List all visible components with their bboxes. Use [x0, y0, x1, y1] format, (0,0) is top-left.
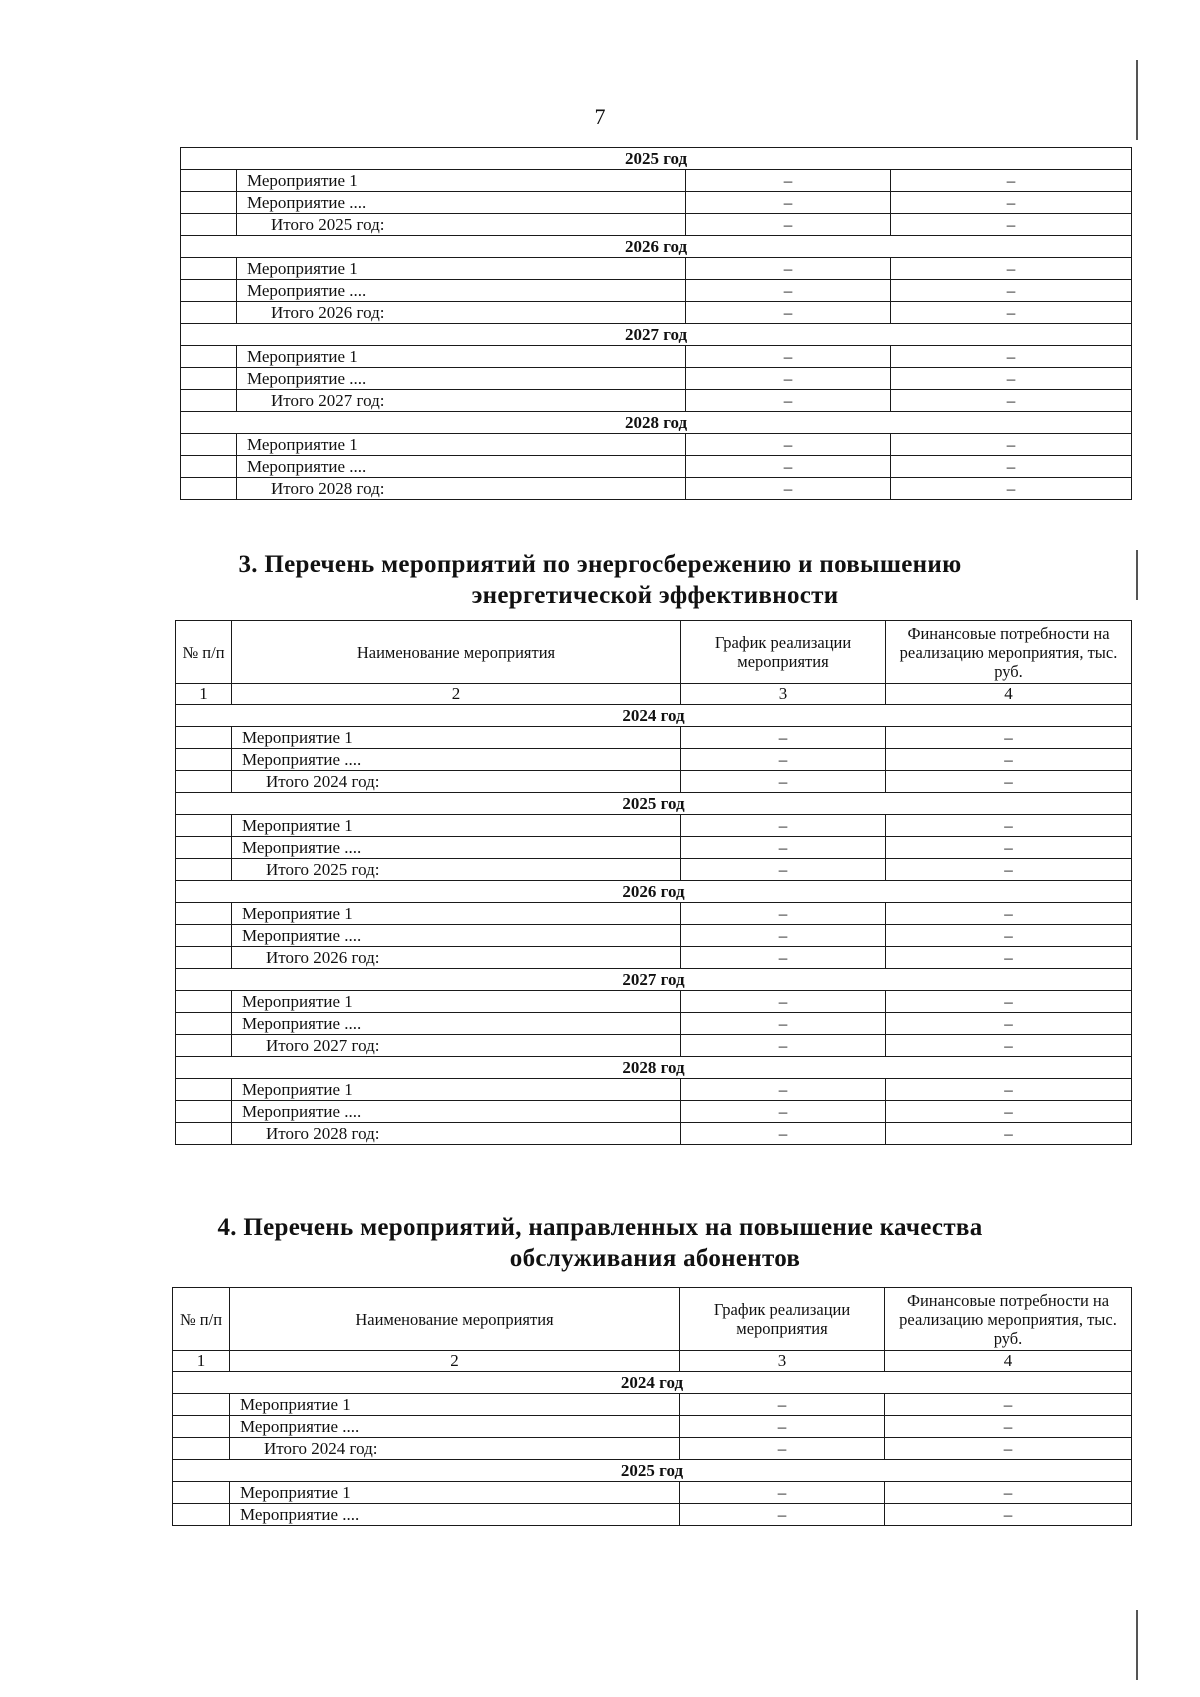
- finance-cell: –: [886, 727, 1132, 749]
- row-number-cell: [181, 434, 237, 456]
- finance-cell: –: [891, 302, 1132, 324]
- schedule-cell: –: [686, 390, 891, 412]
- schedule-cell: –: [681, 903, 886, 925]
- table-row: [176, 1079, 1132, 1101]
- row-number-cell: [181, 258, 237, 280]
- total-label: Итого 2026 год:: [237, 302, 686, 324]
- table-row: [173, 1416, 1132, 1438]
- row-number-cell: [176, 727, 232, 749]
- table-body: [176, 705, 1132, 1145]
- row-number-cell: [176, 771, 232, 793]
- section-4-title-line-2: обслуживания абонентов: [509, 1245, 801, 1272]
- finance-cell: –: [891, 478, 1132, 500]
- row-number-cell: [181, 478, 237, 500]
- finance-cell: –: [891, 390, 1132, 412]
- finance-cell: –: [885, 1438, 1132, 1460]
- finance-cell: –: [885, 1482, 1132, 1504]
- section-3-title: [0, 549, 1200, 611]
- table-row: [181, 258, 1132, 280]
- schedule-cell: –: [686, 456, 891, 478]
- schedule-cell: –: [686, 478, 891, 500]
- row-number-cell: [176, 1013, 232, 1035]
- finance-cell: –: [886, 1123, 1132, 1145]
- table-row: [181, 346, 1132, 368]
- schedule-cell: –: [686, 302, 891, 324]
- activity-name: Мероприятие ....: [232, 1013, 681, 1035]
- table-row: [173, 1504, 1132, 1526]
- table-row: [181, 192, 1132, 214]
- activity-name: Мероприятие 1: [237, 170, 686, 192]
- year-label: 2026 год: [176, 881, 1132, 903]
- table-row: [173, 1438, 1132, 1460]
- table-row: [181, 214, 1132, 236]
- table-row: [181, 478, 1132, 500]
- table-row: [176, 859, 1132, 881]
- schedule-cell: –: [681, 1101, 886, 1123]
- table-row: [181, 456, 1132, 478]
- column-number: 3: [681, 684, 886, 705]
- finance-cell: –: [886, 1079, 1132, 1101]
- finance-cell: –: [886, 1101, 1132, 1123]
- finance-cell: –: [885, 1416, 1132, 1438]
- year-row: [181, 148, 1132, 170]
- year-row: [181, 412, 1132, 434]
- activity-name: Мероприятие 1: [237, 346, 686, 368]
- column-number: 1: [176, 684, 232, 705]
- section-3-title-line-1: 3. Перечень мероприятий по энергосбережению и повышению: [238, 551, 962, 578]
- activity-name: Мероприятие ....: [232, 749, 681, 771]
- table-row: [176, 903, 1132, 925]
- row-number-cell: [181, 192, 237, 214]
- finance-cell: –: [891, 170, 1132, 192]
- finance-cell: –: [891, 434, 1132, 456]
- year-label: 2025 год: [173, 1460, 1132, 1482]
- table-row: [176, 1035, 1132, 1057]
- schedule-cell: –: [681, 947, 886, 969]
- activity-name: Мероприятие ....: [232, 925, 681, 947]
- table-row: [173, 1482, 1132, 1504]
- schedule-cell: –: [686, 346, 891, 368]
- total-label: Итого 2028 год:: [237, 478, 686, 500]
- table-row: [181, 434, 1132, 456]
- table-row: [176, 749, 1132, 771]
- schedule-cell: –: [686, 192, 891, 214]
- schedule-cell: –: [680, 1482, 885, 1504]
- year-label: 2025 год: [181, 148, 1132, 170]
- year-label: 2024 год: [173, 1372, 1132, 1394]
- activity-name: Мероприятие ....: [232, 1101, 681, 1123]
- row-number-cell: [176, 925, 232, 947]
- table-row: [176, 837, 1132, 859]
- finance-cell: –: [886, 771, 1132, 793]
- finance-cell: –: [886, 1013, 1132, 1035]
- schedule-cell: –: [681, 749, 886, 771]
- table-row: [176, 1013, 1132, 1035]
- schedule-cell: –: [686, 280, 891, 302]
- table-row: [173, 1394, 1132, 1416]
- table-header-row: [173, 1288, 1132, 1351]
- year-label: 2028 год: [181, 412, 1132, 434]
- finance-cell: –: [885, 1394, 1132, 1416]
- table-row: [176, 771, 1132, 793]
- total-label: Итого 2024 год:: [230, 1438, 680, 1460]
- header-name: Наименование мероприятия: [230, 1288, 680, 1351]
- scan-edge-mark: [1136, 1610, 1138, 1680]
- schedule-cell: –: [686, 368, 891, 390]
- schedule-cell: –: [681, 1123, 886, 1145]
- row-number-cell: [173, 1416, 230, 1438]
- table-row: [176, 991, 1132, 1013]
- year-row: [173, 1372, 1132, 1394]
- finance-cell: –: [891, 368, 1132, 390]
- total-label: Итого 2028 год:: [232, 1123, 681, 1145]
- finance-cell: –: [886, 947, 1132, 969]
- finance-cell: –: [886, 815, 1132, 837]
- row-number-cell: [176, 837, 232, 859]
- table-body: [181, 148, 1132, 500]
- finance-cell: –: [891, 456, 1132, 478]
- schedule-cell: –: [681, 727, 886, 749]
- column-number: 4: [886, 684, 1132, 705]
- column-number-row: [176, 684, 1132, 705]
- schedule-cell: –: [686, 434, 891, 456]
- schedule-cell: –: [681, 771, 886, 793]
- finance-cell: –: [886, 991, 1132, 1013]
- schedule-cell: –: [681, 837, 886, 859]
- activity-name: Мероприятие ....: [237, 368, 686, 390]
- total-label: Итого 2025 год:: [232, 859, 681, 881]
- schedule-cell: –: [681, 815, 886, 837]
- activity-name: Мероприятие 1: [230, 1394, 680, 1416]
- year-label: 2026 год: [181, 236, 1132, 258]
- table-row: [181, 280, 1132, 302]
- table-row: [176, 815, 1132, 837]
- schedule-cell: –: [681, 1035, 886, 1057]
- table-row: [176, 947, 1132, 969]
- row-number-cell: [176, 991, 232, 1013]
- activity-name: Мероприятие 1: [232, 991, 681, 1013]
- header-schedule: График реализации мероприятия: [681, 621, 886, 684]
- row-number-cell: [176, 1101, 232, 1123]
- finance-cell: –: [886, 903, 1132, 925]
- row-number-cell: [176, 947, 232, 969]
- total-label: Итого 2026 год:: [232, 947, 681, 969]
- activity-name: Мероприятие ....: [230, 1416, 680, 1438]
- activity-name: Мероприятие ....: [232, 837, 681, 859]
- service-quality-activities-table: [172, 1287, 1132, 1526]
- row-number-cell: [176, 815, 232, 837]
- year-label: 2028 год: [176, 1057, 1132, 1079]
- header-num: № п/п: [176, 621, 232, 684]
- schedule-cell: –: [686, 170, 891, 192]
- schedule-cell: –: [681, 859, 886, 881]
- activity-name: Мероприятие ....: [237, 456, 686, 478]
- activity-name: Мероприятие ....: [237, 280, 686, 302]
- schedule-cell: –: [681, 925, 886, 947]
- year-row: [173, 1460, 1132, 1482]
- row-number-cell: [181, 456, 237, 478]
- finance-cell: –: [886, 1035, 1132, 1057]
- finance-cell: –: [891, 258, 1132, 280]
- section-3-title-line-2: энергетической эффективности: [471, 582, 839, 609]
- row-number-cell: [173, 1504, 230, 1526]
- row-number-cell: [173, 1482, 230, 1504]
- finance-cell: –: [891, 214, 1132, 236]
- year-label: 2024 год: [176, 705, 1132, 727]
- activity-name: Мероприятие 1: [237, 258, 686, 280]
- table-row: [181, 170, 1132, 192]
- row-number-cell: [173, 1438, 230, 1460]
- row-number-cell: [181, 170, 237, 192]
- scan-edge-mark: [1136, 550, 1138, 600]
- scan-edge-mark: [1136, 60, 1138, 140]
- column-number: 2: [232, 684, 681, 705]
- row-number-cell: [181, 368, 237, 390]
- finance-cell: –: [886, 837, 1132, 859]
- table-row: [176, 727, 1132, 749]
- year-row: [176, 969, 1132, 991]
- row-number-cell: [176, 749, 232, 771]
- finance-cell: –: [886, 859, 1132, 881]
- header-num: № п/п: [173, 1288, 230, 1351]
- schedule-cell: –: [686, 258, 891, 280]
- activity-name: Мероприятие ....: [230, 1504, 680, 1526]
- schedule-cell: –: [680, 1438, 885, 1460]
- schedule-cell: –: [680, 1504, 885, 1526]
- year-row: [176, 705, 1132, 727]
- row-number-cell: [176, 903, 232, 925]
- column-number: 4: [885, 1351, 1132, 1372]
- activity-name: Мероприятие 1: [230, 1482, 680, 1504]
- row-number-cell: [181, 214, 237, 236]
- activities-table-continued: [180, 147, 1132, 500]
- year-row: [176, 881, 1132, 903]
- total-label: Итого 2027 год:: [237, 390, 686, 412]
- activity-name: Мероприятие 1: [232, 1079, 681, 1101]
- year-label: 2027 год: [181, 324, 1132, 346]
- row-number-cell: [181, 280, 237, 302]
- year-row: [176, 793, 1132, 815]
- table-row: [181, 390, 1132, 412]
- total-label: Итого 2025 год:: [237, 214, 686, 236]
- row-number-cell: [176, 1079, 232, 1101]
- finance-cell: –: [886, 925, 1132, 947]
- row-number-cell: [176, 859, 232, 881]
- year-label: 2027 год: [176, 969, 1132, 991]
- finance-cell: –: [891, 280, 1132, 302]
- schedule-cell: –: [680, 1394, 885, 1416]
- column-number-row: [173, 1351, 1132, 1372]
- table-row: [176, 925, 1132, 947]
- table-row: [181, 302, 1132, 324]
- row-number-cell: [176, 1123, 232, 1145]
- year-row: [176, 1057, 1132, 1079]
- page-number: 7: [594, 104, 606, 129]
- column-number: 2: [230, 1351, 680, 1372]
- section-4-title-line-1: 4. Перечень мероприятий, направленных на повышение качества: [217, 1214, 983, 1241]
- schedule-cell: –: [686, 214, 891, 236]
- schedule-cell: –: [680, 1416, 885, 1438]
- schedule-cell: –: [681, 991, 886, 1013]
- header-schedule: График реализации мероприятия: [680, 1288, 885, 1351]
- row-number-cell: [173, 1394, 230, 1416]
- row-number-cell: [181, 302, 237, 324]
- finance-cell: –: [891, 346, 1132, 368]
- section-4-title: [0, 1212, 1200, 1274]
- row-number-cell: [181, 346, 237, 368]
- finance-cell: –: [891, 192, 1132, 214]
- finance-cell: –: [885, 1504, 1132, 1526]
- schedule-cell: –: [681, 1013, 886, 1035]
- table-row: [176, 1101, 1132, 1123]
- header-finance: Финансовые потребности на реализацию мероприятия, тыс. руб.: [885, 1288, 1132, 1351]
- activity-name: Мероприятие 1: [237, 434, 686, 456]
- total-label: Итого 2024 год:: [232, 771, 681, 793]
- table-row: [181, 368, 1132, 390]
- finance-cell: –: [886, 749, 1132, 771]
- column-number: 1: [173, 1351, 230, 1372]
- column-number: 3: [680, 1351, 885, 1372]
- total-label: Итого 2027 год:: [232, 1035, 681, 1057]
- energy-saving-activities-table: [175, 620, 1132, 1145]
- year-row: [181, 324, 1132, 346]
- table-row: [176, 1123, 1132, 1145]
- activity-name: Мероприятие 1: [232, 815, 681, 837]
- year-label: 2025 год: [176, 793, 1132, 815]
- activity-name: Мероприятие ....: [237, 192, 686, 214]
- row-number-cell: [176, 1035, 232, 1057]
- schedule-cell: –: [681, 1079, 886, 1101]
- activity-name: Мероприятие 1: [232, 903, 681, 925]
- table-body: [173, 1372, 1132, 1526]
- activity-name: Мероприятие 1: [232, 727, 681, 749]
- header-name: Наименование мероприятия: [232, 621, 681, 684]
- row-number-cell: [181, 390, 237, 412]
- header-finance: Финансовые потребности на реализацию мероприятия, тыс. руб.: [886, 621, 1132, 684]
- table-header-row: [176, 621, 1132, 684]
- year-row: [181, 236, 1132, 258]
